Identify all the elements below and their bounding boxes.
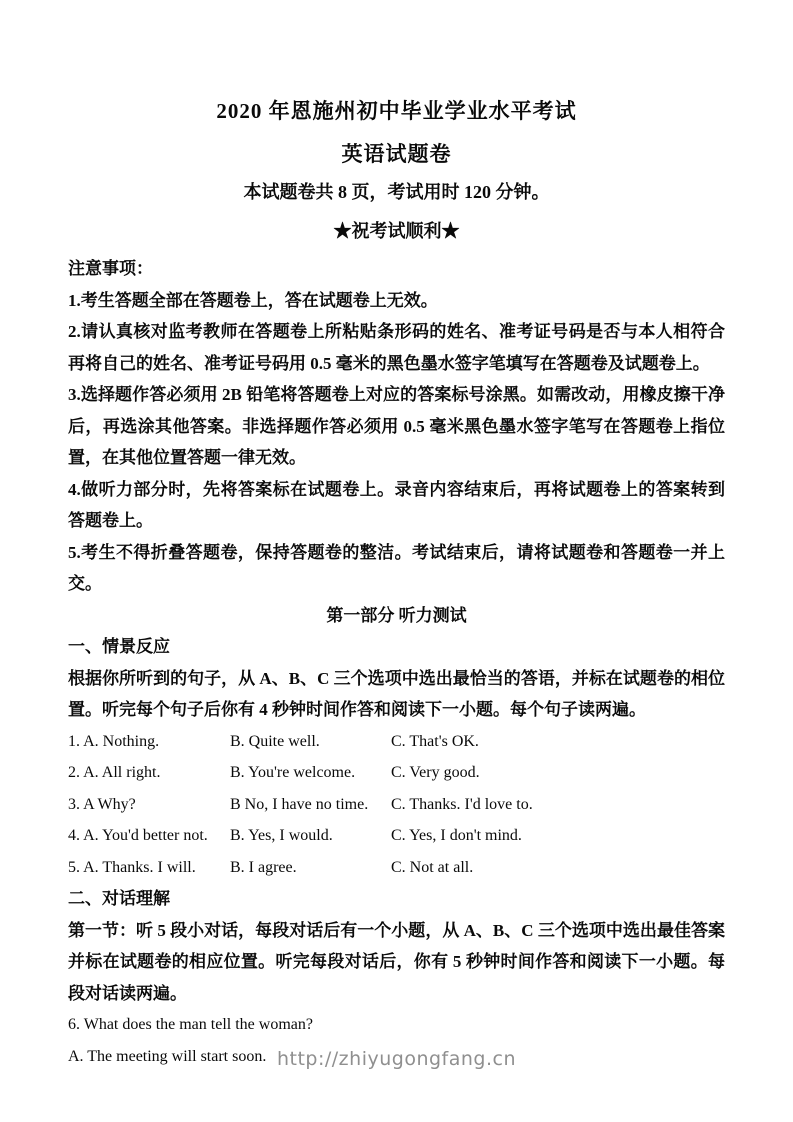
doc-title-line2: 英语试题卷 — [341, 142, 452, 166]
note-item-4: 4.做听力部分时，先将答案标在试题卷上。录音内容结束后，再将试题卷上的答案转到答题卷上。 — [68, 479, 725, 530]
question-6-text: 6. What does the man tell the woman? — [68, 1016, 313, 1033]
section1-heading: 一、情景反应 — [68, 637, 170, 656]
section2-instructions: 第一节：听 5 段小对话，每段对话后有一个小题，从 A、B、C 三个选项中选出最佳答案并标在试题卷的相应位置。听完每段对话后，你有 5 秒钟时间作答和阅读下一小题。每段对话读两遍。 — [68, 920, 725, 1003]
question-5-option-a: 5. A. Thanks. I will. — [68, 858, 196, 876]
question-3-option-b: B No, I have no time. — [230, 795, 369, 813]
question-4-option-c: C. Yes, I don't mind. — [391, 827, 522, 844]
question-2-option-c: C. Very good. — [391, 764, 480, 781]
listening-question-row-3 — [68, 789, 725, 821]
question-3-option-c: C. Thanks. I'd love to. — [391, 795, 533, 813]
part1-heading: 第一部分 听力测试 — [326, 605, 467, 625]
question-4-option-b: B. Yes, I would. — [230, 827, 333, 844]
question-5-option-c: C. Not at all. — [391, 858, 474, 876]
question-5-option-b: B. I agree. — [230, 858, 297, 876]
listening-question-row-4 — [68, 820, 725, 852]
doc-subtitle: 本试题卷共 8 页，考试用时 120 分钟。 — [243, 182, 550, 202]
question-3-option-a: 3. A Why? — [68, 795, 136, 813]
note-item-1: 1.考生答题全部在答题卷上，答在试题卷上无效。 — [68, 290, 438, 310]
section1-instructions: 根据你所听到的句子，从 A、B、C 三个选项中选出最恰当的答语，并标在试题卷的相位置。听完每个句子后你有 4 秒钟时间作答和阅读下一小题。每个句子读两遍。 — [68, 668, 725, 719]
question-6-option-a: A. The meeting will start soon. — [68, 1047, 267, 1065]
notes-section — [68, 253, 725, 1072]
note-item-3: 3.选择题作答必须用 2B 铅笔将答题卷上对应的答案标号涂黑。如需改动，用橡皮擦干净后，再选涂其他答案。非选择题作答必须用 0.5 毫米黑色墨水签字笔写在答题卷上指位置，在其他位置答题一律无效。 — [68, 385, 725, 467]
question-1-option-c: C. That's OK. — [391, 732, 479, 750]
question-1-option-a: 1. A. Nothing. — [68, 732, 160, 750]
listening-question-row-1 — [68, 726, 725, 758]
section2-heading: 二、对话理解 — [68, 889, 170, 908]
question-2-option-a: 2. A. All right. — [68, 764, 161, 781]
notes-heading: 注意事项： — [68, 259, 153, 278]
doc-wish-line: ★祝考试顺利★ — [333, 221, 460, 241]
question-1-option-b: B. Quite well. — [230, 732, 320, 750]
question-2-option-b: B. You're welcome. — [230, 764, 356, 781]
note-item-2: 2.请认真核对监考教师在答题卷上所粘贴条形码的姓名、准考证号码是否与本人相符合再将自己的姓名、准考证号码用 0.5 毫米的黑色墨水签字笔填写在答题卷及试题卷上。 — [68, 322, 725, 373]
doc-title-line1: 2020 年恩施州初中毕业学业水平考试 — [216, 99, 577, 123]
listening-question-row-2 — [68, 757, 725, 789]
watermark-url: http://zhiyugongfang.cn — [276, 1048, 517, 1070]
question-4-option-a: 4. A. You'd better not. — [68, 827, 208, 844]
listening-question-row-5 — [68, 852, 725, 884]
note-item-5: 5.考生不得折叠答题卷，保持答题卷的整洁。考试结束后，请将试题卷和答题卷一并上交。 — [68, 542, 725, 593]
